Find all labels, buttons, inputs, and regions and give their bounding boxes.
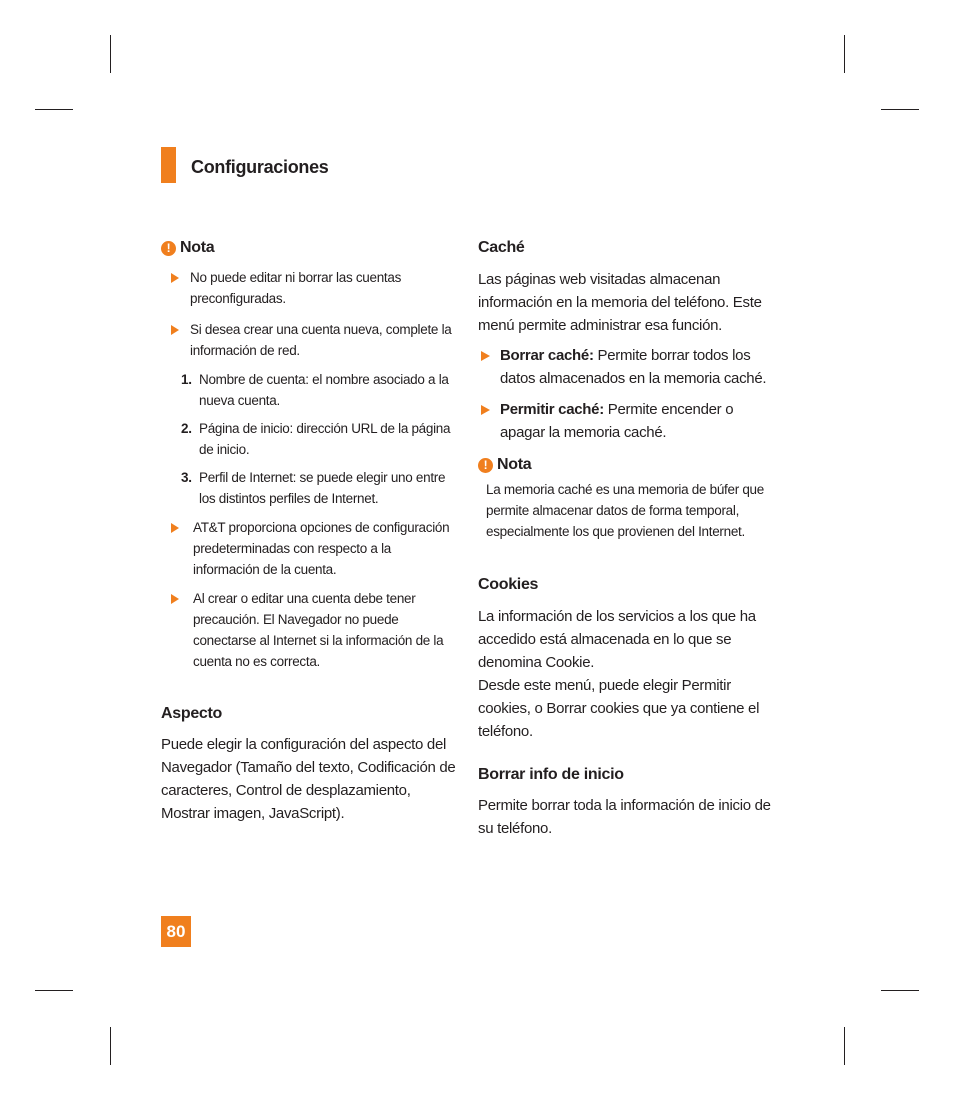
- cache-option: [478, 398, 773, 444]
- item-text: Página de inicio: dirección URL de la página de inicio.: [199, 421, 451, 457]
- aspecto-body: Puede elegir la configuración del aspecto del Navegador (Tamaño del texto, Codificación de caracteres, Control de desplazamiento, Mostrar imagen, JavaScript).: [161, 736, 456, 822]
- note-title: Nota: [497, 456, 532, 473]
- item-number: 3.: [181, 470, 192, 485]
- bullet-text: AT&T proporciona opciones de configuración predeterminadas con respecto a la información de la cuenta.: [193, 520, 450, 577]
- crop-mark: [881, 990, 919, 991]
- triangle-arrow-icon: [481, 405, 490, 415]
- crop-mark: [844, 1027, 845, 1065]
- note-bullet: [161, 588, 456, 672]
- triangle-arrow-icon: [171, 523, 179, 533]
- exclamation-circle-icon: !: [161, 241, 176, 256]
- cache-body: Las páginas web visitadas almacenan información en la memoria del teléfono. Este menú permite administrar esa función.: [478, 271, 762, 334]
- section-marker: [161, 147, 176, 183]
- option-text: Permite borrar todos los datos almacenados en la memoria caché.: [500, 347, 767, 387]
- item-number: 2.: [181, 421, 192, 436]
- note-bullet: [161, 319, 456, 361]
- section-title: Configuraciones: [191, 157, 329, 177]
- note-heading: [161, 236, 456, 260]
- crop-mark: [844, 35, 845, 73]
- triangle-arrow-icon: [171, 325, 179, 335]
- page-number: 80: [161, 916, 191, 947]
- cookies-body: Desde este menú, puede elegir Permitir cookies, o Borrar cookies que ya contiene el teléfono.: [478, 677, 760, 740]
- item-number: 1.: [181, 372, 192, 387]
- numbered-item: [161, 369, 456, 411]
- triangle-arrow-icon: [481, 351, 490, 361]
- crop-mark: [110, 1027, 111, 1065]
- option-label: Permitir caché:: [500, 401, 604, 418]
- borrar-info-body: Permite borrar toda la información de inicio de su teléfono.: [478, 797, 771, 837]
- exclamation-circle-icon: !: [478, 458, 493, 473]
- note-bullet: [161, 517, 456, 580]
- cookies-body: La información de los servicios a los que ha accedido está almacenada en lo que se denomina Cookie.: [478, 608, 756, 671]
- crop-mark: [35, 109, 73, 110]
- triangle-arrow-icon: [171, 273, 179, 283]
- triangle-arrow-icon: [171, 594, 179, 604]
- bullet-text: Al crear o editar una cuenta debe tener precaución. El Navegador no puede conectarse al Internet si la información de la cuenta no es correcta.: [193, 591, 444, 669]
- note-bullet: [161, 267, 456, 309]
- cache-note-body: La memoria caché es una memoria de búfer que permite almacenar datos de forma temporal, especialmente los que provienen del Internet.: [486, 482, 764, 539]
- cookies-heading: Cookies: [478, 576, 539, 593]
- left-column: [161, 236, 456, 825]
- aspecto-heading: Aspecto: [161, 705, 223, 722]
- option-text: Permite encender o apagar la memoria caché.: [500, 401, 734, 441]
- cache-option: [478, 344, 773, 390]
- right-column: [478, 236, 773, 840]
- cache-heading: Caché: [478, 239, 525, 256]
- numbered-item: [161, 467, 456, 509]
- crop-mark: [35, 990, 73, 991]
- item-text: Perfil de Internet: se puede elegir uno entre los distintos perfiles de Internet.: [199, 470, 446, 506]
- bullet-text: Si desea crear una cuenta nueva, complete la información de red.: [190, 322, 452, 358]
- option-label: Borrar caché:: [500, 347, 594, 364]
- crop-mark: [110, 35, 111, 73]
- numbered-item: [161, 418, 456, 460]
- bullet-text: No puede editar ni borrar las cuentas preconfiguradas.: [190, 270, 402, 306]
- borrar-info-heading: Borrar info de inicio: [478, 766, 624, 783]
- item-text: Nombre de cuenta: el nombre asociado a la nueva cuenta.: [199, 372, 449, 408]
- note-heading: [478, 453, 773, 477]
- note-title: Nota: [180, 239, 215, 256]
- crop-mark: [881, 109, 919, 110]
